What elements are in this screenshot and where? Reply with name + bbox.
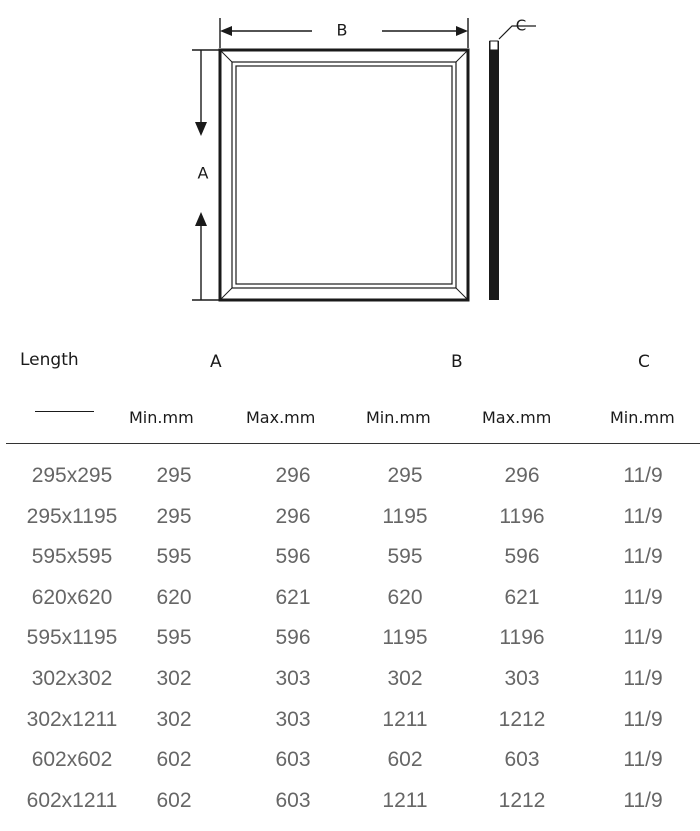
cell-length: 595x595 (31, 545, 113, 569)
cell-b-max: 603 (504, 748, 540, 772)
table-row (0, 659, 700, 700)
cell-b-min: 295 (387, 464, 423, 487)
cell-length: 302x302 (31, 666, 113, 690)
cell-length: 602x602 (31, 748, 113, 772)
cell-c-min: 11/9 (623, 707, 663, 731)
cell-length: 302x1211 (26, 707, 118, 731)
sub-header-c-min: Min.mm (610, 408, 675, 427)
cell-b-min: 1195 (382, 626, 428, 650)
panel-frame (220, 50, 468, 300)
cell-c-min: 11/9 (623, 585, 663, 609)
table-row (0, 497, 700, 538)
cell-b-max: 1212 (498, 788, 546, 812)
cell-c-min: 11/9 (623, 626, 663, 650)
group-header-b: B (451, 352, 463, 372)
cell-b-max: 1196 (499, 626, 545, 650)
cell-a-min: 302 (156, 666, 192, 690)
cell-b-min: 602 (387, 748, 423, 772)
cell-a-min: 295 (156, 504, 192, 528)
cell-length: 295x1195 (26, 504, 118, 528)
cell-b-min: 595 (387, 545, 423, 569)
cell-length: 602x1211 (26, 788, 118, 812)
cell-b-max: 621 (504, 585, 540, 609)
sub-header-a-min: Min.mm (129, 408, 194, 427)
cell-a-max: 603 (275, 748, 311, 772)
sub-header-b-min: Min.mm (366, 408, 431, 427)
cell-b-max: 596 (504, 545, 540, 569)
cell-b-max: 296 (504, 464, 540, 487)
cell-a-max: 303 (275, 707, 311, 731)
table-row (0, 700, 700, 741)
table-row (0, 618, 700, 659)
panel-side-profile (489, 41, 499, 300)
table-row (0, 456, 700, 497)
cell-c-min: 11/9 (623, 788, 663, 812)
group-header-c: C (638, 352, 650, 372)
dimension-label-a: A (197, 163, 209, 183)
cell-a-min: 602 (156, 788, 192, 812)
cell-a-min: 602 (156, 748, 192, 772)
cell-a-min: 295 (156, 464, 192, 487)
cell-a-max: 296 (275, 464, 311, 487)
cell-a-max: 596 (275, 626, 311, 650)
cell-length: 295x295 (31, 464, 113, 487)
cell-a-min: 595 (156, 545, 192, 569)
header-divider (6, 443, 700, 444)
cell-c-min: 11/9 (623, 545, 663, 569)
cell-a-max: 596 (275, 545, 311, 569)
cell-a-max: 621 (275, 585, 311, 609)
cell-a-min: 620 (156, 585, 192, 609)
sub-header-a-max: Max.mm (246, 408, 316, 427)
cell-b-min: 620 (387, 585, 423, 609)
cell-length: 595x1195 (26, 626, 118, 650)
cell-a-min: 302 (156, 707, 192, 731)
cell-length: 620x620 (31, 585, 113, 609)
panel-dimension-diagram (0, 0, 700, 320)
cell-b-max: 1212 (498, 707, 546, 731)
sub-header-b-max: Max.mm (482, 408, 552, 427)
table-row (0, 537, 700, 578)
cell-b-max: 1196 (499, 504, 545, 528)
cell-c-min: 11/9 (623, 666, 663, 690)
cell-c-min: 11/9 (623, 748, 663, 772)
cell-a-max: 296 (275, 504, 311, 528)
length-header-dash (35, 411, 94, 412)
cell-b-min: 1195 (382, 504, 428, 528)
table-row (0, 578, 700, 619)
cell-a-min: 595 (156, 626, 192, 650)
dimension-table-body (0, 456, 700, 821)
cell-c-min: 11/9 (623, 464, 663, 487)
table-row (0, 740, 700, 781)
cell-b-min: 1211 (382, 707, 428, 731)
cell-a-max: 603 (275, 788, 311, 812)
dimension-label-b: B (336, 20, 348, 40)
length-column-header: Length (20, 350, 79, 370)
cell-b-min: 1211 (382, 788, 428, 812)
dimension-label-c: C (515, 16, 527, 35)
table-row (0, 781, 700, 822)
cell-b-min: 302 (387, 666, 423, 690)
cell-c-min: 11/9 (623, 504, 663, 528)
cell-b-max: 303 (504, 666, 540, 690)
group-header-a: A (210, 352, 222, 372)
cell-a-max: 303 (275, 666, 311, 690)
